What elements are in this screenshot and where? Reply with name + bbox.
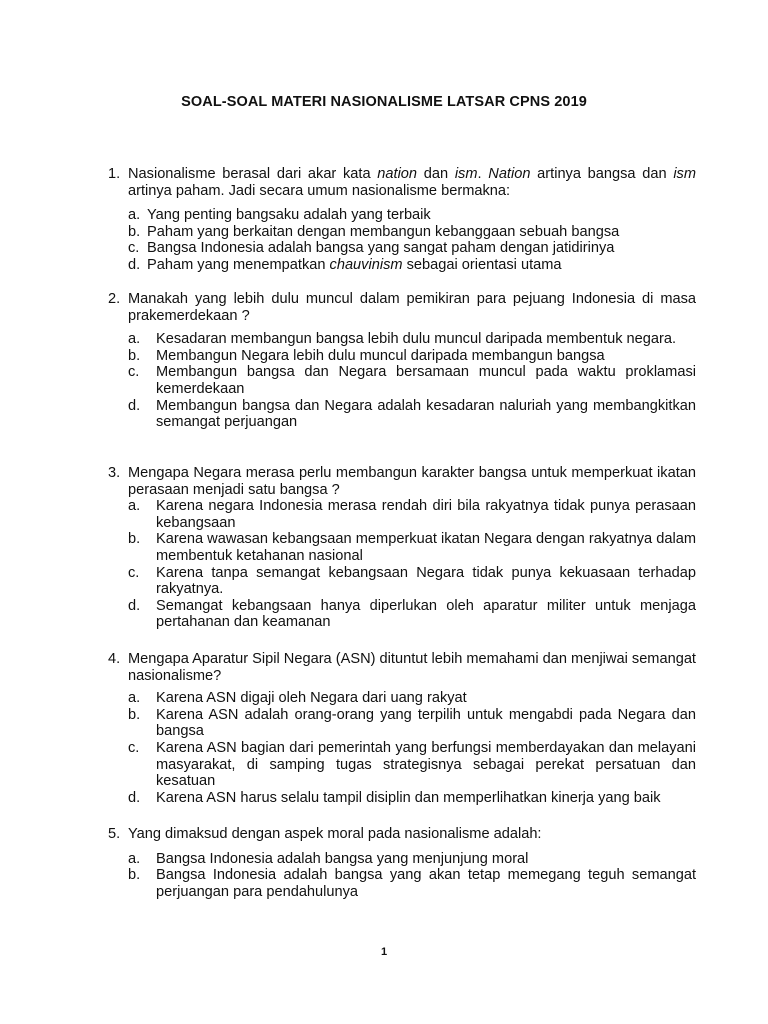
option-d: d. Membangun bangsa dan Negara adalah kesadaran naluriah yang membangkitkan semangat perjuangan xyxy=(128,397,696,431)
options-list xyxy=(128,498,696,631)
question-5 xyxy=(108,826,696,900)
option-b: b. Karena wawasan kebangsaan memperkuat ikatan Negara dengan rakyatnya dalam membentuk ketahanan nasional xyxy=(128,531,696,564)
option-b: b. Bangsa Indonesia adalah bangsa yang akan tetap memegang teguh semangat perjuangan para pendahulunya xyxy=(128,867,696,900)
question-1 xyxy=(108,166,696,274)
document-title: SOAL-SOAL MATERI NASIONALISME LATSAR CPNS 2019 xyxy=(181,94,587,110)
question-text: Mengapa Negara merasa perlu membangun karakter bangsa untuk memperkuat ikatan perasaan menjadi satu bangsa ? xyxy=(128,465,696,498)
question-number: 4. xyxy=(108,651,121,667)
option-a: a. Bangsa Indonesia adalah bangsa yang menjunjung moral xyxy=(128,850,529,867)
question-text: Yang dimaksud dengan aspek moral pada nasionalisme adalah: xyxy=(128,826,542,842)
question-number: 3. xyxy=(108,465,121,481)
options-list xyxy=(128,331,696,431)
question-text: Manakah yang lebih dulu muncul dalam pemikiran para pejuang Indonesia di masa prakemerdekaan ? xyxy=(128,291,696,324)
option-d: d. Paham yang menempatkan chauvinism sebagai orientasi utama xyxy=(128,256,562,273)
question-number: 1. xyxy=(108,166,121,182)
option-a: a. Karena negara Indonesia merasa rendah diri bila rakyatnya tidak punya perasaan kebangsaan xyxy=(128,498,696,531)
options-list xyxy=(128,207,696,273)
option-d: d. Semangat kebangsaan hanya diperlukan oleh aparatur militer untuk menjaga pertahanan dan keamanan xyxy=(128,597,696,631)
question-text: Mengapa Aparatur Sipil Negara (ASN) dituntut lebih memahami dan menjiwai semangat nasionalisme? xyxy=(128,651,696,684)
option-c: c. Karena ASN bagian dari pemerintah yang berfungsi memberdayakan dan melayani masyarakat, di samping tugas strategisnya sebagai perekat persatuan dan kesatuan xyxy=(128,739,696,790)
option-b: b. Membangun Negara lebih dulu muncul daripada membangun bangsa xyxy=(128,347,605,364)
options-list xyxy=(128,851,696,901)
option-c: c. Karena tanpa semangat kebangsaan Negara tidak punya kekuasaan terhadap rakyatnya. xyxy=(128,564,696,598)
option-c: c. Bangsa Indonesia adalah bangsa yang sangat paham dengan jatidirinya xyxy=(128,240,615,257)
option-b: b. Karena ASN adalah orang-orang yang terpilih untuk mengabdi pada Negara dan bangsa xyxy=(128,706,696,740)
options-list xyxy=(128,690,696,806)
option-a: a. Yang penting bangsaku adalah yang terbaik xyxy=(128,207,431,224)
option-a: a. Karena ASN digaji oleh Negara dari uang rakyat xyxy=(128,690,467,707)
question-number: 5. xyxy=(108,826,121,842)
question-number: 2. xyxy=(108,291,121,307)
option-a: a. Kesadaran membangun bangsa lebih dulu muncul daripada membentuk negara. xyxy=(128,331,677,348)
question-4 xyxy=(108,651,696,806)
question-text: Nasionalisme berasal dari akar kata nation dan ism. Nation artinya bangsa dan ism artinya paham. Jadi secara umum nasionalisme bermakna: xyxy=(128,166,697,199)
page-number: 1 xyxy=(380,946,388,958)
question-2 xyxy=(108,291,696,431)
question-3 xyxy=(108,465,696,631)
option-c: c. Membangun bangsa dan Negara bersamaan muncul pada waktu proklamasi kemerdekaan xyxy=(128,364,696,397)
option-b: b. Paham yang berkaitan dengan membangun kebanggaan sebuah bangsa xyxy=(128,223,620,240)
option-d: d. Karena ASN harus selalu tampil disiplin dan memperlihatkan kinerja yang baik xyxy=(128,789,661,806)
